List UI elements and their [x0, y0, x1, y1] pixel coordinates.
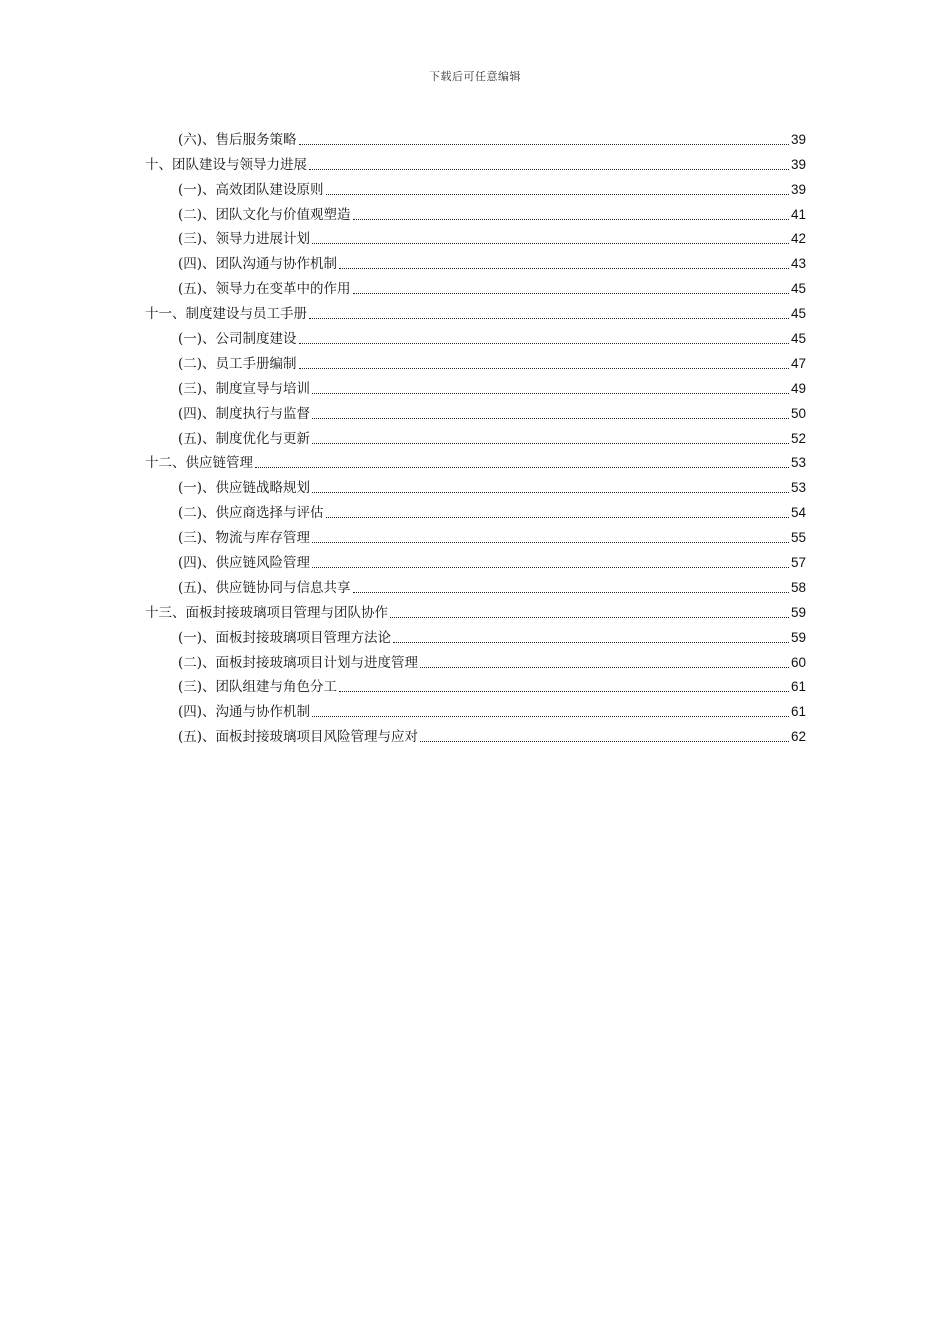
- toc-entry-label: (三)、物流与库存管理: [178, 530, 311, 547]
- toc-page-number: 52: [790, 430, 806, 446]
- toc-section-entry[interactable]: [145, 499, 806, 524]
- toc-chapter-entry[interactable]: [145, 599, 806, 624]
- toc-dot-leader: [299, 368, 789, 369]
- toc-dot-leader: [353, 219, 789, 220]
- toc-section-entry[interactable]: [145, 375, 806, 400]
- toc-entry-label: (五)、供应链协同与信息共享: [178, 579, 351, 596]
- toc-dot-leader: [326, 194, 789, 195]
- toc-section-entry[interactable]: [145, 649, 806, 674]
- toc-page-number: 45: [790, 306, 806, 322]
- toc-chapter-entry[interactable]: [145, 300, 806, 325]
- toc-page-number: 41: [790, 206, 806, 222]
- toc-dot-leader: [390, 617, 789, 618]
- toc-dot-leader: [312, 418, 789, 419]
- toc-page-number: 47: [790, 355, 806, 371]
- toc-section-entry[interactable]: [145, 723, 806, 748]
- toc-entry-label: 十、团队建设与领导力进展: [145, 156, 307, 173]
- table-of-contents: [145, 126, 806, 748]
- toc-dot-leader: [312, 542, 789, 543]
- toc-page-number: 49: [790, 380, 806, 396]
- toc-section-entry[interactable]: [145, 698, 806, 723]
- toc-entry-label: (一)、高效团队建设原则: [178, 181, 324, 198]
- toc-entry-label: (四)、供应链风险管理: [178, 555, 311, 572]
- toc-page-number: 58: [790, 579, 806, 595]
- toc-page-number: 39: [790, 131, 806, 147]
- toc-page-number: 45: [790, 281, 806, 297]
- toc-dot-leader: [339, 268, 789, 269]
- toc-entry-label: (一)、供应链战略规划: [178, 480, 311, 497]
- toc-page-number: 62: [790, 729, 806, 745]
- toc-dot-leader: [353, 592, 789, 593]
- toc-page-number: 59: [790, 604, 806, 620]
- toc-dot-leader: [309, 318, 789, 319]
- toc-section-entry[interactable]: [145, 524, 806, 549]
- toc-section-entry[interactable]: [145, 226, 806, 251]
- toc-chapter-entry[interactable]: [145, 450, 806, 475]
- toc-page-number: 59: [790, 629, 806, 645]
- toc-section-entry[interactable]: [145, 126, 806, 151]
- toc-section-entry[interactable]: [145, 674, 806, 699]
- toc-entry-label: (三)、领导力进展计划: [178, 231, 311, 248]
- toc-entry-label: (二)、团队文化与价值观塑造: [178, 206, 351, 223]
- toc-dot-leader: [309, 169, 789, 170]
- toc-dot-leader: [299, 343, 789, 344]
- toc-section-entry[interactable]: [145, 624, 806, 649]
- toc-dot-leader: [299, 144, 789, 145]
- page-header: 下载后可任意编辑: [429, 70, 521, 83]
- toc-page-number: 45: [790, 331, 806, 347]
- toc-entry-label: (四)、团队沟通与协作机制: [178, 256, 338, 273]
- toc-dot-leader: [326, 517, 789, 518]
- toc-page-number: 60: [790, 654, 806, 670]
- toc-entry-label: (三)、制度宣导与培训: [178, 380, 311, 397]
- toc-dot-leader: [255, 467, 789, 468]
- toc-dot-leader: [312, 393, 789, 394]
- toc-page-number: 53: [790, 455, 806, 471]
- toc-dot-leader: [393, 642, 789, 643]
- toc-section-entry[interactable]: [145, 549, 806, 574]
- toc-page-number: 61: [790, 704, 806, 720]
- toc-section-entry[interactable]: [145, 350, 806, 375]
- toc-page-number: 57: [790, 555, 806, 571]
- toc-dot-leader: [312, 716, 789, 717]
- toc-section-entry[interactable]: [145, 201, 806, 226]
- toc-entry-label: (六)、售后服务策略: [178, 131, 297, 148]
- toc-entry-label: (五)、制度优化与更新: [178, 430, 311, 447]
- toc-entry-label: (一)、面板封接玻璃项目管理方法论: [178, 629, 392, 646]
- toc-dot-leader: [353, 293, 789, 294]
- toc-entry-label: (二)、员工手册编制: [178, 355, 297, 372]
- toc-section-entry[interactable]: [145, 325, 806, 350]
- toc-section-entry[interactable]: [145, 425, 806, 450]
- toc-entry-label: (四)、制度执行与监督: [178, 405, 311, 422]
- toc-page-number: 39: [790, 181, 806, 197]
- toc-dot-leader: [312, 243, 789, 244]
- toc-entry-label: 十二、供应链管理: [145, 455, 253, 472]
- toc-entry-label: (二)、面板封接玻璃项目计划与进度管理: [178, 654, 419, 671]
- toc-dot-leader: [312, 492, 789, 493]
- toc-section-entry[interactable]: [145, 275, 806, 300]
- toc-entry-label: 十一、制度建设与员工手册: [145, 306, 307, 323]
- toc-dot-leader: [312, 567, 789, 568]
- toc-entry-label: (四)、沟通与协作机制: [178, 704, 311, 721]
- toc-page-number: 61: [790, 679, 806, 695]
- toc-section-entry[interactable]: [145, 574, 806, 599]
- toc-section-entry[interactable]: [145, 250, 806, 275]
- toc-section-entry[interactable]: [145, 474, 806, 499]
- toc-entry-label: 十三、面板封接玻璃项目管理与团队协作: [145, 604, 388, 621]
- toc-entry-label: (一)、公司制度建设: [178, 331, 297, 348]
- toc-dot-leader: [420, 741, 789, 742]
- toc-entry-label: (三)、团队组建与角色分工: [178, 679, 338, 696]
- toc-page-number: 50: [790, 405, 806, 421]
- toc-page-number: 55: [790, 530, 806, 546]
- toc-page-number: 53: [790, 480, 806, 496]
- toc-dot-leader: [312, 443, 789, 444]
- toc-section-entry[interactable]: [145, 400, 806, 425]
- toc-dot-leader: [339, 691, 789, 692]
- toc-page-number: 42: [790, 231, 806, 247]
- toc-entry-label: (五)、面板封接玻璃项目风险管理与应对: [178, 729, 419, 746]
- toc-chapter-entry[interactable]: [145, 151, 806, 176]
- toc-section-entry[interactable]: [145, 176, 806, 201]
- toc-page-number: 43: [790, 256, 806, 272]
- toc-entry-label: (二)、供应商选择与评估: [178, 505, 324, 522]
- toc-dot-leader: [420, 667, 789, 668]
- toc-page-number: 39: [790, 156, 806, 172]
- toc-entry-label: (五)、领导力在变革中的作用: [178, 281, 351, 298]
- toc-page-number: 54: [790, 505, 806, 521]
